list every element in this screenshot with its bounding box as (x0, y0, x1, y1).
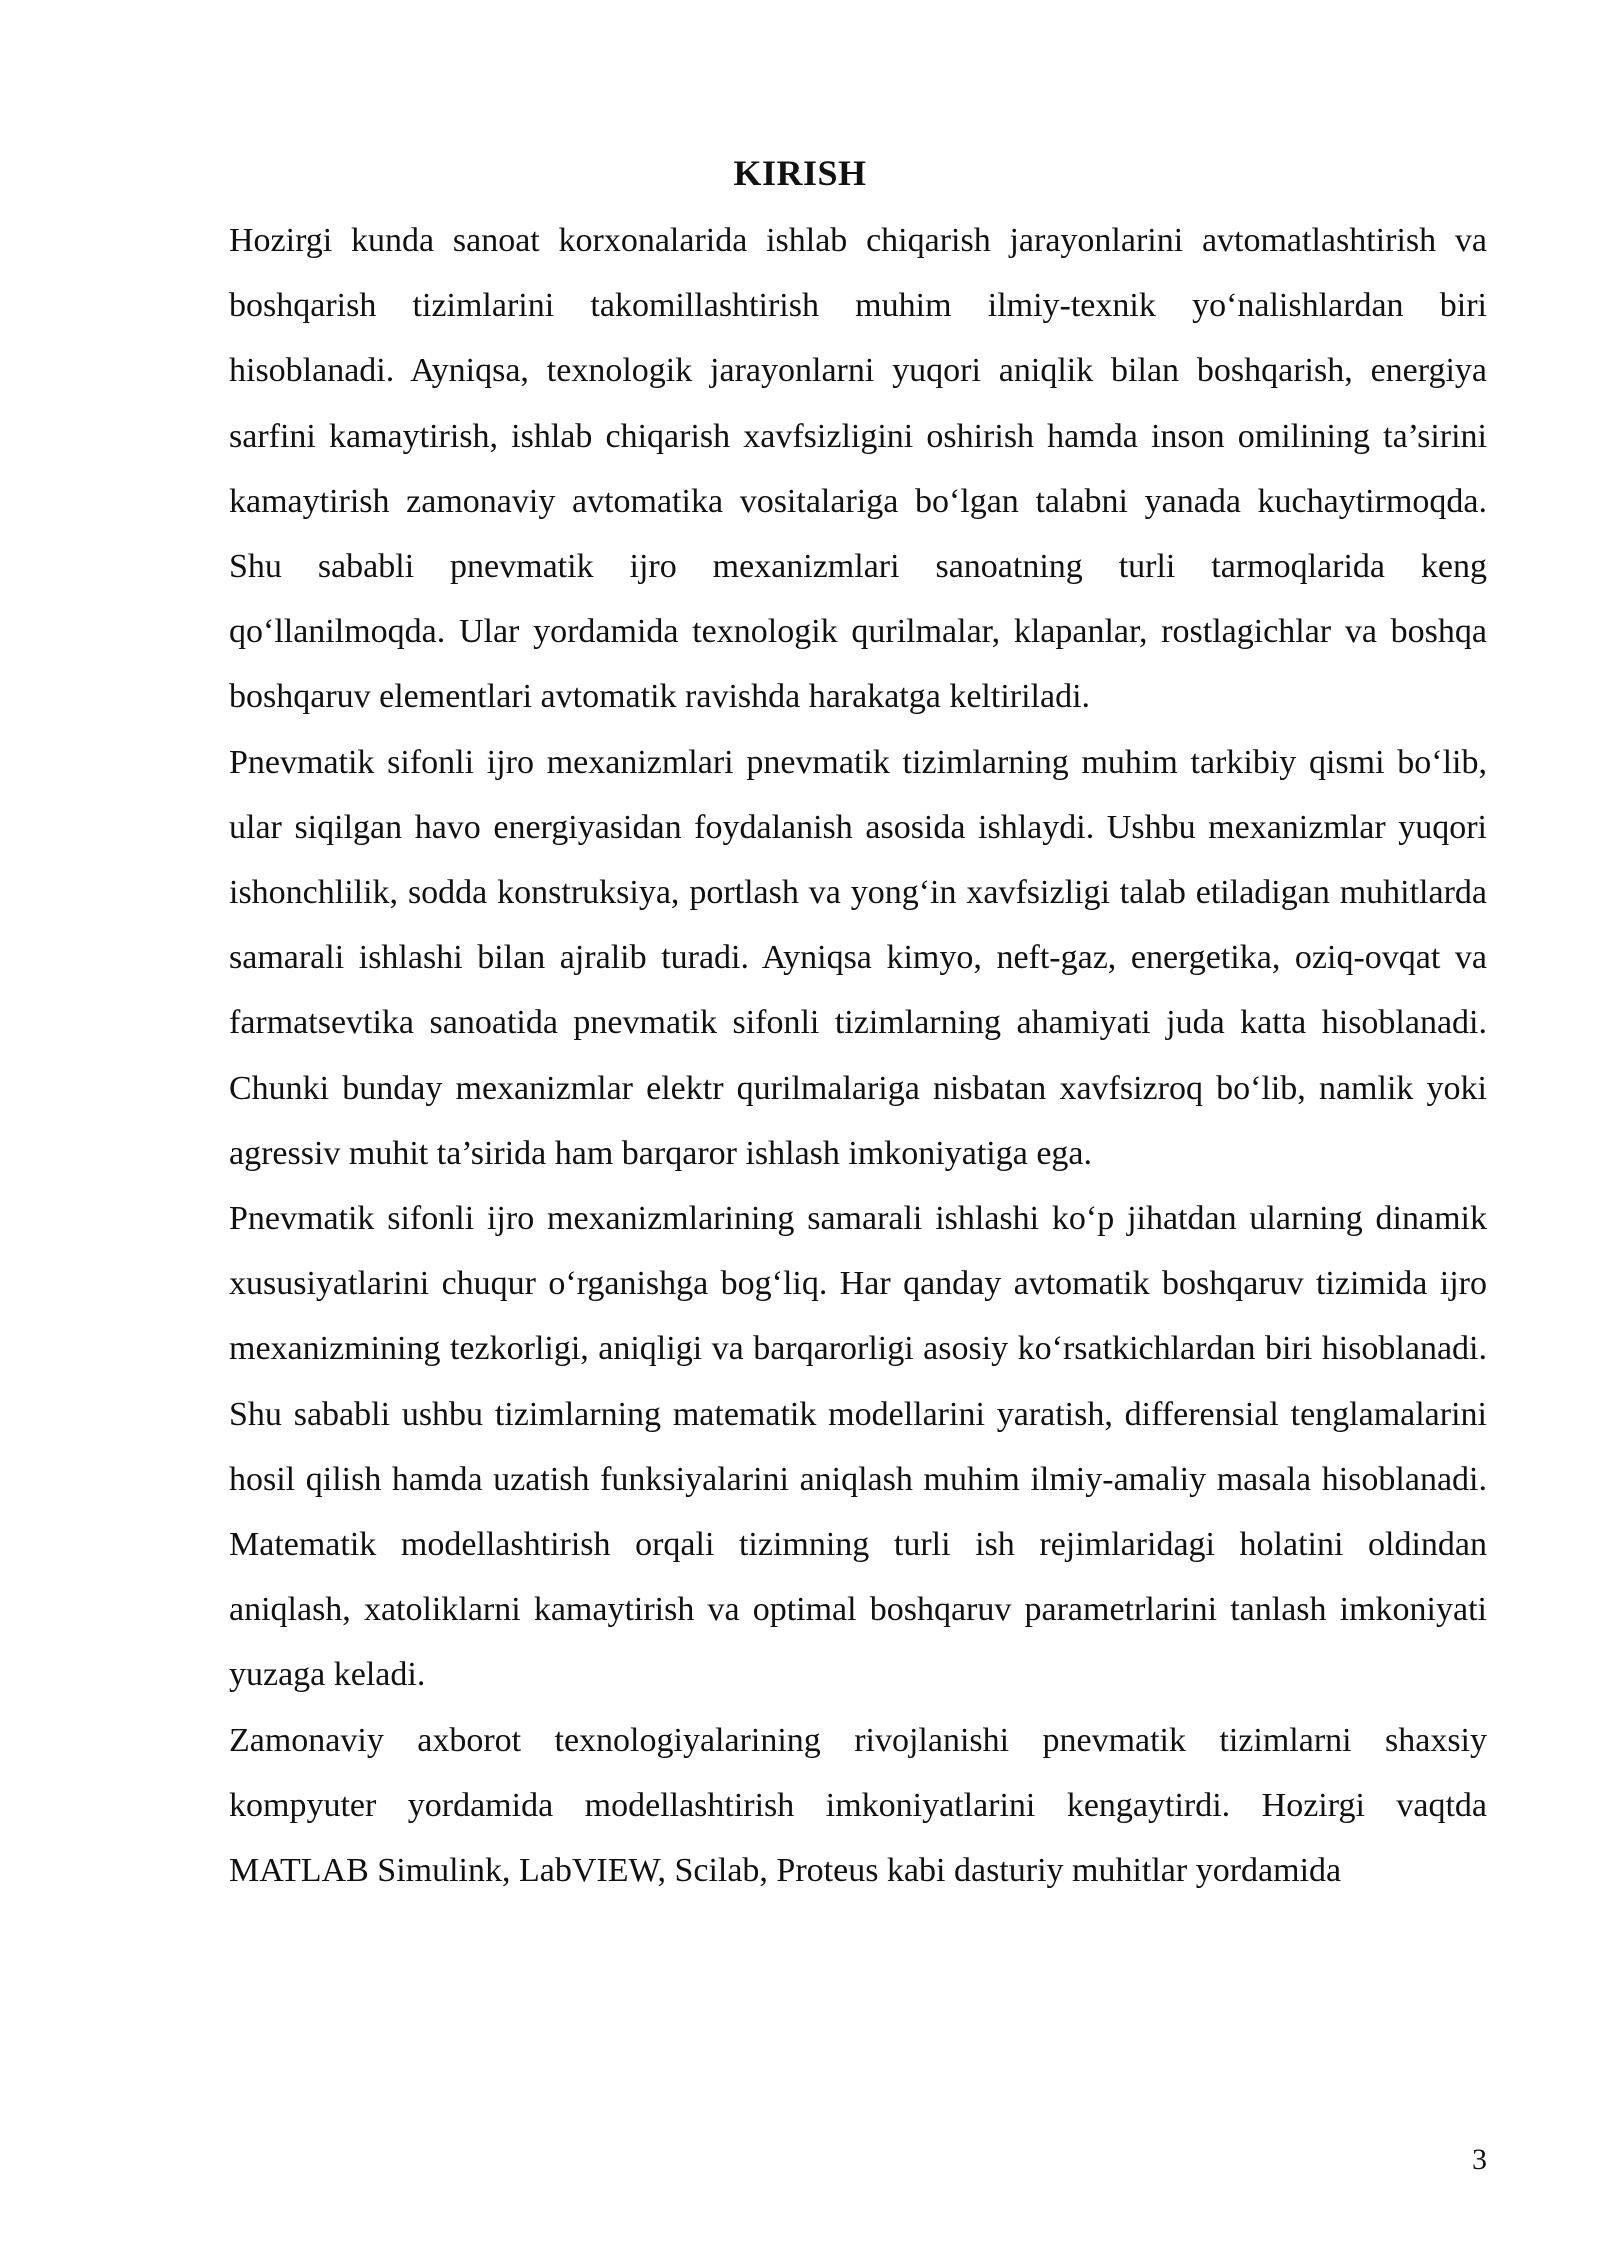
paragraph-2: Pnevmatik sifonli ijro mexanizmlari pnevmatik tizimlarning muhim tarkibiy qismi bo‘lib, ular siqilgan havo energiyasidan foydalanish asosida ishlaydi. Ushbu mexanizmlar yuqori ishonchlilik, sodda konstruksiya, portlash va yong‘in xavfsizligi talab etiladigan muhitlarda samarali ishlashi bilan ajralib turadi. Ayniqsa kimyo, neft-gaz, energetika, oziq-ovqat va farmatsevtika sanoatida pnevmatik sifonli tizimlarning ahamiyati juda katta hisoblanadi. Chunki bunday mexanizmlar elektr qurilmalariga nisbatan xavfsizroq bo‘lib, namlik yoki agressiv muhit ta’sirida ham barqaror ishlash imkoniyatiga ega. (229, 743, 1487, 1172)
page-number: 3 (1472, 2143, 1487, 2176)
section-title: KIRISH (733, 153, 867, 193)
body-text (229, 208, 1487, 1903)
paragraph-4: Zamonaviy axborot texnologiyalarining rivojlanishi pnevmatik tizimlarni shaxsiy kompyuter yordamida modellashtirish imkoniyatlarini kengaytirdi. Hozirgi vaqtda MATLAB Simulink, LabVIEW, Scilab, Proteus kabi dasturiy muhitlar yordamida (229, 1721, 1487, 1890)
paragraph-3: Pnevmatik sifonli ijro mexanizmlarining samarali ishlashi ko‘p jihatdan ularning dinamik xususiyatlarini chuqur o‘rganishga bog‘liq. Har qanday avtomatik boshqaruv tizimida ijro mexanizmining tezkorligi, aniqligi va barqarorligi asosiy ko‘rsatkichlardan biri hisoblanadi. Shu sababli ushbu tizimlarning matematik modellarini yaratish, differensial tenglamalarini hosil qilish hamda uzatish funksiyalarini aniqlash muhim ilmiy-amaliy masala hisoblanadi. Matematik modellashtirish orqali tizimning turli ish rejimlaridagi holatini oldindan aniqlash, xatoliklarni kamaytirish va optimal boshqaruv parametrlarini tanlash imkoniyati yuzaga keladi. (229, 1200, 1487, 1694)
paragraph-1: Hozirgi kunda sanoat korxonalarida ishlab chiqarish jarayonlarini avtomatlashtirish va boshqarish tizimlarini takomillashtirish muhim ilmiy-texnik yo‘nalishlardan biri hisoblanadi. Ayniqsa, texnologik jarayonlarni yuqori aniqlik bilan boshqarish, energiya sarfini kamaytirish, ishlab chiqarish xavfsizligini oshirish hamda inson omilining ta’sirini kamaytirish zamonaviy avtomatika vositalariga bo‘lgan talabni yanada kuchaytirmoqda. Shu sababli pnevmatik ijro mexanizmlari sanoatning turli tarmoqlarida keng qo‘llanilmoqda. Ular yordamida texnologik qurilmalar, klapanlar, rostlagichlar va boshqa boshqaruv elementlari avtomatik ravishda harakatga keltiriladi. (229, 222, 1487, 716)
